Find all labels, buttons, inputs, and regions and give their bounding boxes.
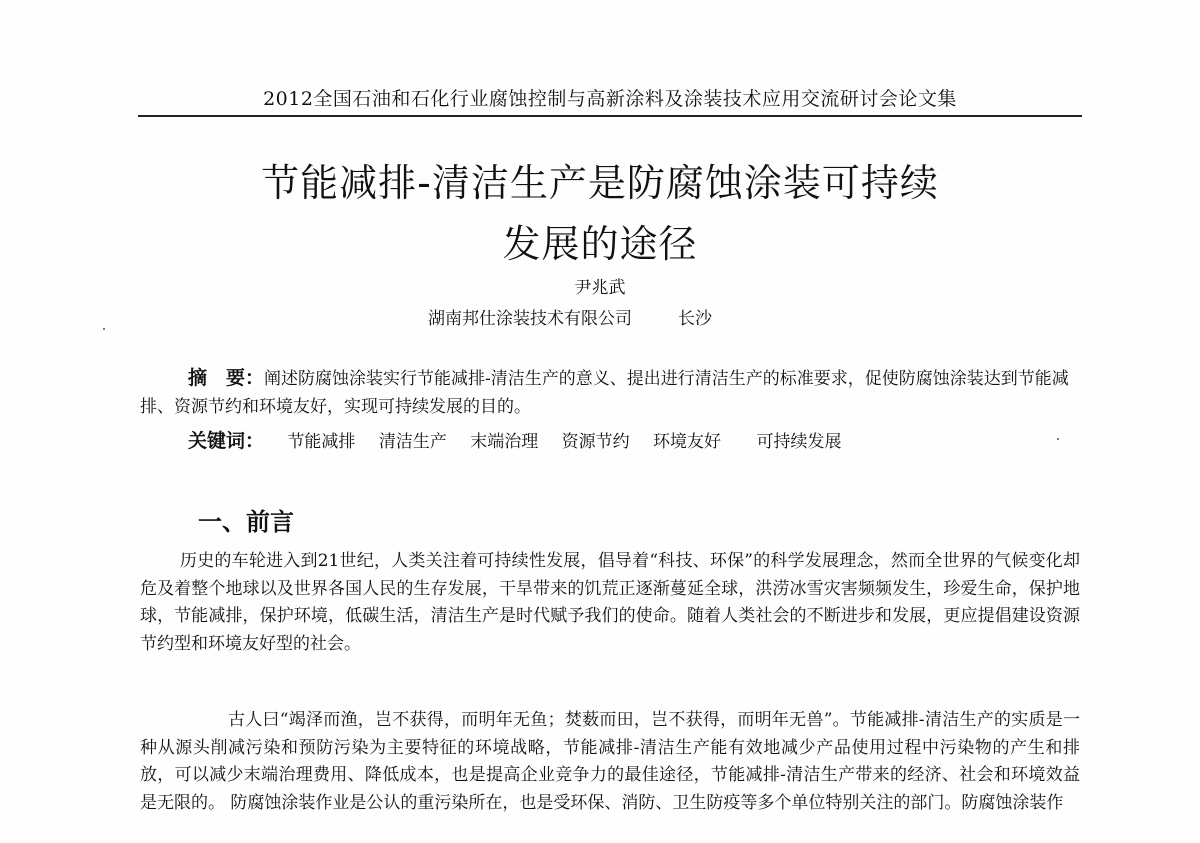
affiliation-line [428, 304, 712, 329]
abstract [140, 364, 1080, 421]
keyword: 可持续发展 [756, 432, 842, 452]
keywords-label: 关键词： [188, 430, 265, 452]
author-name: 尹兆武 [574, 278, 626, 298]
keyword: 资源节约 [561, 432, 630, 452]
keyword: 节能减排 [287, 432, 356, 452]
keyword: 清洁生产 [378, 432, 447, 452]
paper-title-line-2: 发展的途径 [502, 222, 698, 266]
keyword: 末端治理 [470, 432, 539, 452]
affiliation-city: 长沙 [678, 309, 712, 329]
body-paragraph: 历史的车轮进入到21世纪，人类关注着可持续性发展，倡导着“科技、环保”的科学发展理念，然而全世界的气候变化却危及着整个地球以及世界各国人民的生存发展，干旱带来的饥荒正逐渐蔓延全球，洪涝冰雪灾害频频发生，珍爱生命，保护地球，节能减排，保护环境，低碳生活，清洁生产是时代赋予我们的使命。随着人类社会的不断进步和发展，更应提倡建设资源节约型和环境友好型的社会。 [140, 551, 1080, 654]
affiliation: 湖南邦仕涂装技术有限公司 [428, 309, 632, 329]
section-heading: 一、前言 [198, 508, 294, 536]
keywords [188, 426, 841, 453]
abstract-text: 阐述防腐蚀涂装实行节能减排-清洁生产的意义、提出进行清洁生产的标准要求，促使防腐蚀涂装达到节能减排、资源节约和环境友好，实现可持续发展的目的。 [140, 369, 1069, 417]
body-paragraph: 古人曰“竭泽而渔，岂不获得，而明年无鱼；焚薮而田，岂不获得，而明年无兽”。节能减排-清洁生产的实质是一种从源头削减污染和预防污染为主要特征的环境战略，节能减排-清洁生产能有效地减少产品使用过程中污染物的产生和排放，可以减少末端治理费用、降低成本，也是提高企业竞争力的最佳途径，节能减排-清洁生产带来的经济、社会和环境效益是无限的。 防腐蚀涂装作业是公认的重污染所在，也是受环保、消防、卫生防疫等多个单位特别关注的部门。防腐蚀涂装作 [140, 710, 1080, 813]
scan-speck [1057, 438, 1059, 440]
paper-title-line-1: 节能减排-清洁生产是防腐蚀涂装可持续 [261, 161, 939, 205]
proceedings-header: 2012全国石油和石化行业腐蚀控制与高新涂料及涂装技术应用交流研讨会论文集 [138, 84, 1082, 117]
abstract-label: 摘 要： [188, 367, 265, 389]
keyword: 环境友好 [653, 432, 722, 452]
scan-speck [103, 328, 105, 330]
